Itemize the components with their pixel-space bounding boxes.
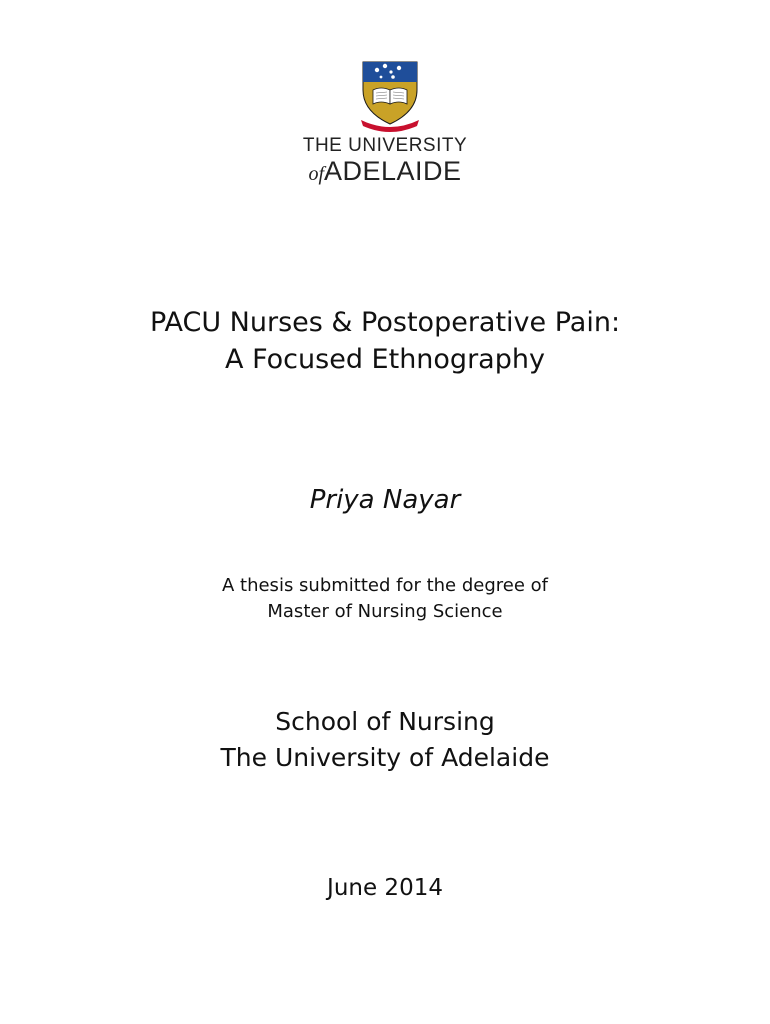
degree-statement [0,573,770,625]
author-name: Priya Nayar [309,485,461,515]
school-name: School of Nursing [275,707,495,736]
thesis-title [0,304,770,378]
university-name-line1: THE UNIVERSITY [302,135,468,156]
degree-line2: Master of Nursing Science [267,601,503,622]
university-crest [359,60,421,132]
university-name: The University of Adelaide [220,743,550,772]
university-name-adelaide: ADELAIDE [324,156,462,186]
university-name-line2 [0,155,770,191]
university-name-of: of [308,163,324,185]
institution-block [0,704,770,776]
thesis-title-line2: A Focused Ethnography [225,344,545,375]
open-book-icon [373,88,407,104]
thesis-title-line1: PACU Nurses & Postoperative Pain: [149,307,621,338]
degree-line1: A thesis submitted for the degree of [221,575,549,596]
submission-date: June 2014 [327,875,443,901]
